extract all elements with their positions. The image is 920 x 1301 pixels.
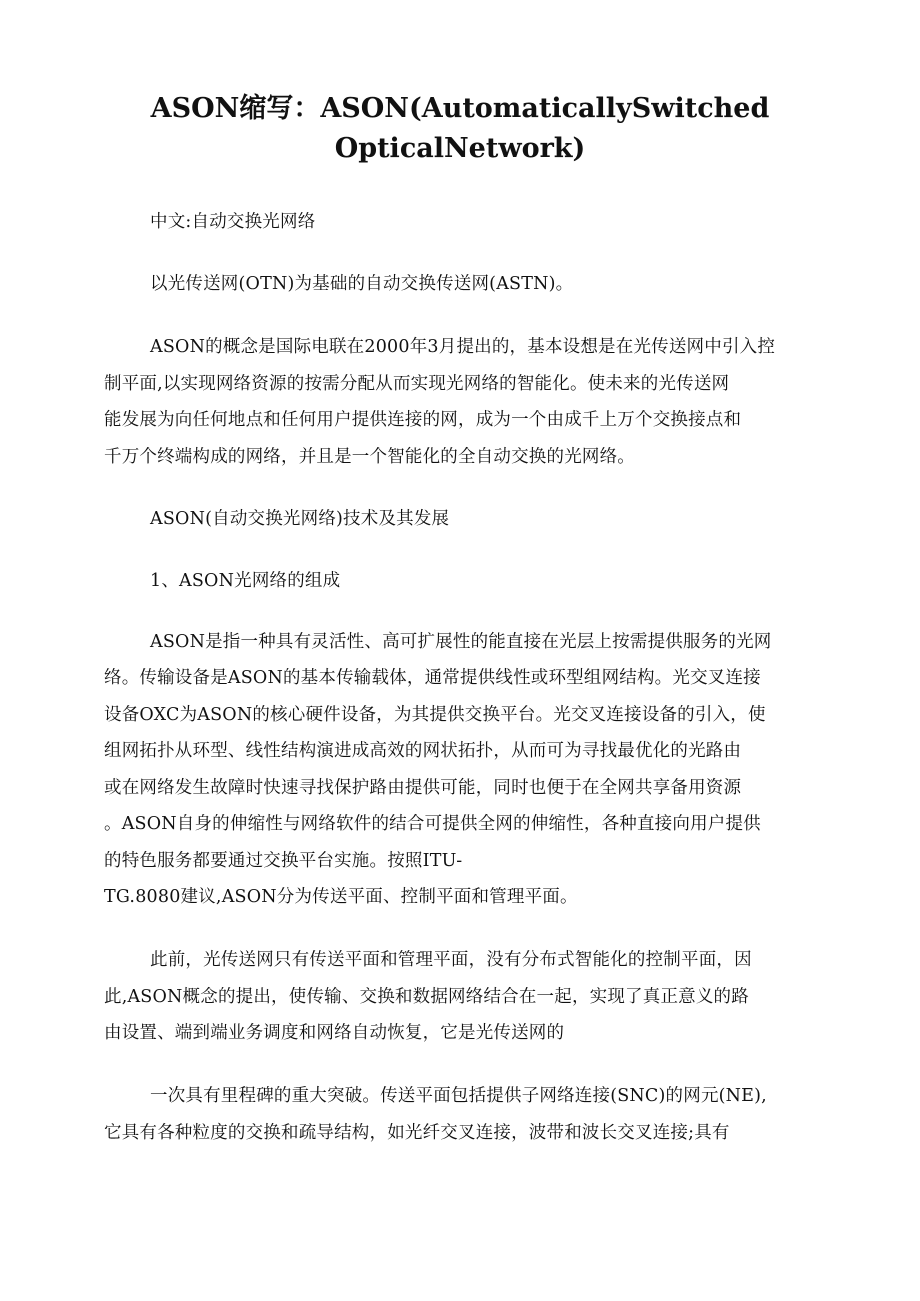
text-line: 千万个终端构成的网络，并且是一个智能化的全自动交换的光网络。 <box>104 447 635 467</box>
text-line: 1、ASON光网络的组成 <box>150 571 341 591</box>
text-line: 一次具有里程碑的重大突破。传送平面包括提供子网络连接(SNC)的网元(NE), <box>150 1086 767 1106</box>
text-line: 或在网络发生故障时快速寻找保护路由提供可能，同时也便于在全网共享备用资源 <box>104 778 742 798</box>
text-line: 制平面,以实现网络资源的按需分配从而实现光网络的智能化。使未来的光传送网 <box>104 374 730 394</box>
text-line: ASON的概念是国际电联在2000年3月提出的，基本设想是在光传送网中引入控 <box>150 337 776 357</box>
text-line: TG.8080建议,ASON分为传送平面、控制平面和管理平面。 <box>104 887 578 907</box>
text-line: 中文:自动交换光网络 <box>150 212 316 232</box>
text-line: 组网拓扑从环型、线性结构演进成高效的网状拓扑，从而可为寻找最优化的光路由 <box>104 741 742 761</box>
text-line: 。ASON自身的伸缩性与网络软件的结合可提供全网的伸缩性，各种直接向用户提供 <box>104 814 761 834</box>
text-line: 此前，光传送网只有传送平面和管理平面，没有分布式智能化的控制平面，因 <box>150 950 752 970</box>
title-line-2: OpticalNetwork) <box>334 133 586 164</box>
text-line: 它具有各种粒度的交换和疏导结构，如光纤交叉连接，波带和波长交叉连接;具有 <box>104 1123 730 1143</box>
text-line: 设备OXC为ASON的核心硬件设备，为其提供交换平台。光交叉连接设备的引入，使 <box>104 705 766 725</box>
text-line: ASON(自动交换光网络)技术及其发展 <box>150 509 450 529</box>
text-line: 的特色服务都要通过交换平台实施。按照ITU- <box>104 851 463 871</box>
text-line: 络。传输设备是ASON的基本传输载体，通常提供线性或环型组网结构。光交叉连接 <box>104 668 761 688</box>
text-line: 能发展为向任何地点和任何用户提供连接的网，成为一个由成千上万个交换接点和 <box>104 410 742 430</box>
title-line-1: ASON缩写：ASON(AutomaticallySwitched <box>150 93 770 124</box>
text-line: 此,ASON概念的提出，使传输、交换和数据网络结合在一起，实现了真正意义的路 <box>104 987 749 1007</box>
text-line: ASON是指一种具有灵活性、高可扩展性的能直接在光层上按需提供服务的光网 <box>150 632 772 652</box>
text-line: 以光传送网(OTN)为基础的自动交换传送网(ASTN)。 <box>150 274 574 294</box>
text-line: 由设置、端到端业务调度和网络自动恢复，它是光传送网的 <box>104 1023 565 1043</box>
